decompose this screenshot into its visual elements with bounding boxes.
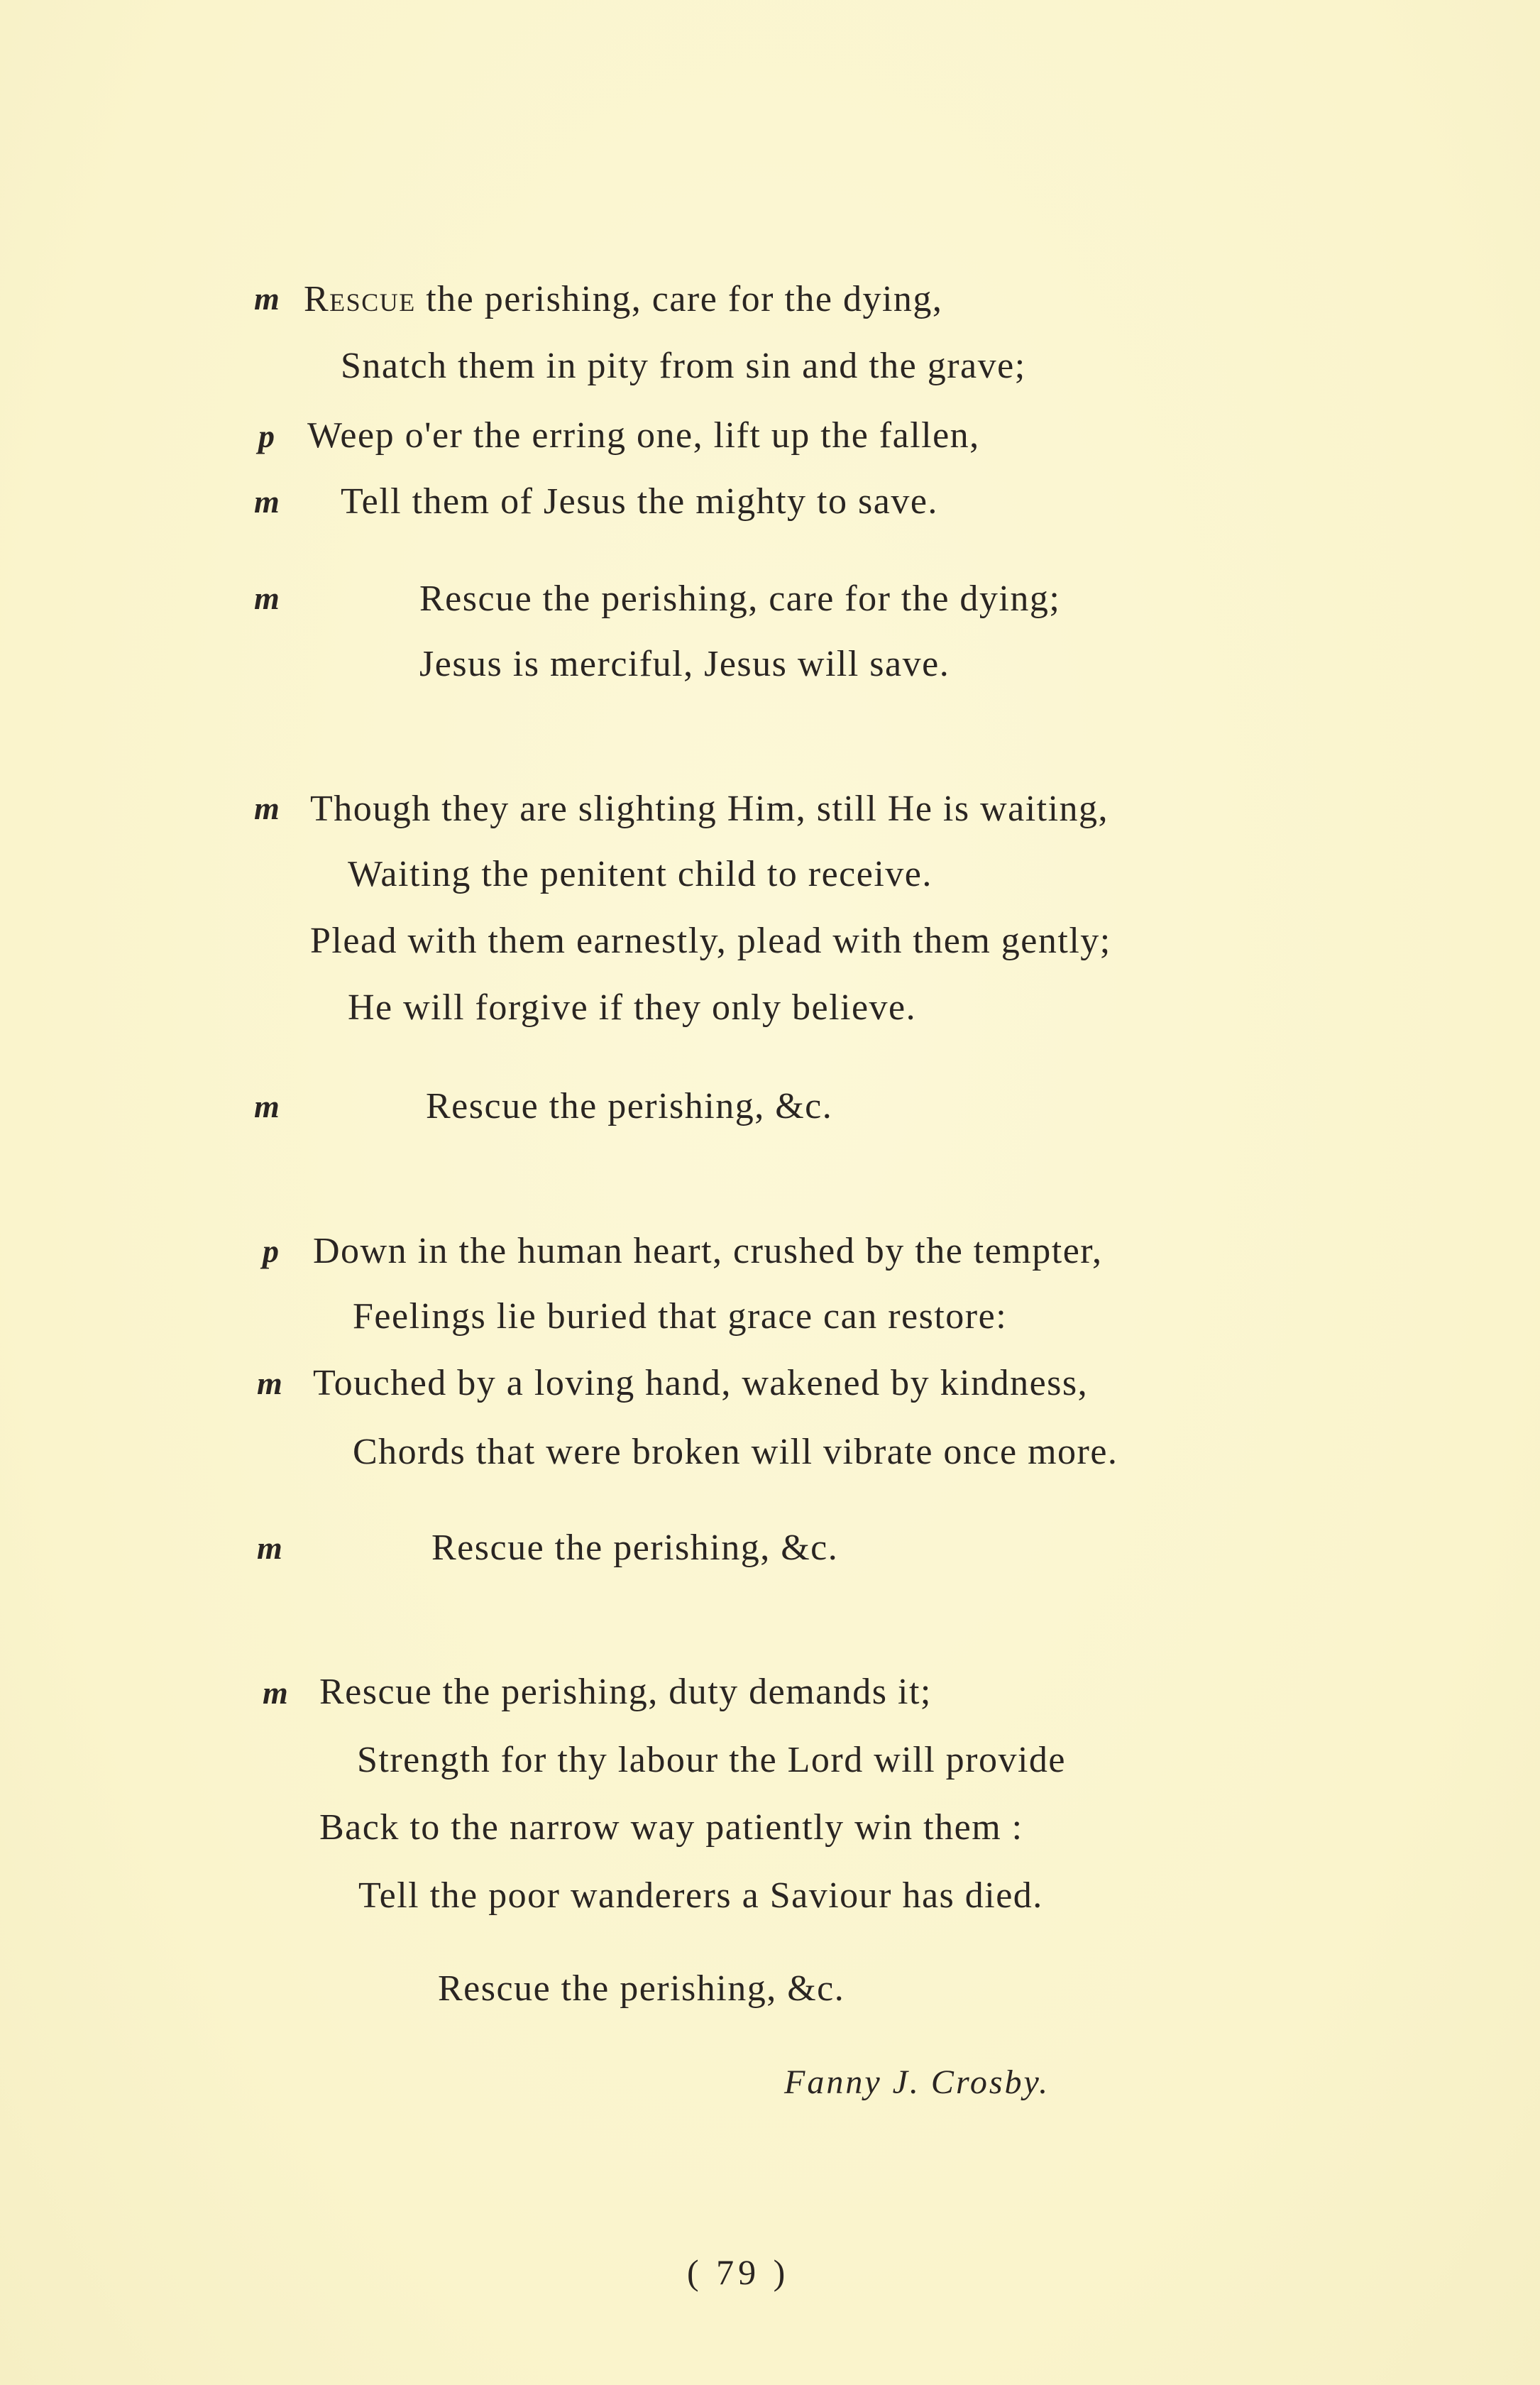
- refrain-line: Rescue the perishing, &c.: [426, 1086, 833, 1126]
- refrain-line: Rescue the perishing, care for the dying;: [419, 579, 1061, 619]
- dynamic-mark: m: [254, 280, 280, 317]
- verse-line: Down in the human heart, crushed by the tempter,: [313, 1231, 1103, 1271]
- refrain-line: Rescue the perishing, &c.: [431, 1528, 839, 1568]
- verse-line: Snatch them in pity from sin and the grave;: [341, 346, 1026, 386]
- verse-line: Tell the poor wanderers a Saviour has died.: [358, 1875, 1043, 1916]
- verse-line: Strength for thy labour the Lord will provide: [357, 1740, 1066, 1780]
- verse-line: He will forgive if they only believe.: [348, 987, 917, 1028]
- verse-line: Tell them of Jesus the mighty to save.: [341, 481, 938, 522]
- dynamic-mark: m: [254, 790, 280, 826]
- dynamic-mark: p: [258, 418, 275, 454]
- verse-line: Back to the narrow way patiently win them :: [319, 1807, 1023, 1848]
- verse-line: [304, 281, 942, 318]
- verse-line: Waiting the penitent child to receive.: [348, 854, 933, 894]
- author-signature: Fanny J. Crosby.: [784, 2063, 1050, 2101]
- dynamic-mark: m: [257, 1530, 282, 1566]
- verse-line: Chords that were broken will vibrate once more.: [353, 1432, 1118, 1472]
- refrain-line: Jesus is merciful, Jesus will save.: [419, 644, 950, 684]
- verse-line: Feelings lie buried that grace can restore:: [353, 1296, 1008, 1337]
- dynamic-mark: m: [254, 483, 280, 520]
- line-text: the perishing, care for the dying,: [415, 279, 943, 319]
- page-number: ( 79 ): [687, 2252, 790, 2292]
- dynamic-mark: p: [263, 1233, 279, 1269]
- dynamic-mark: m: [254, 580, 280, 616]
- dynamic-mark: m: [257, 1365, 282, 1401]
- first-word: Rescue: [304, 279, 416, 319]
- verse-line: Plead with them earnestly, plead with them gently;: [310, 921, 1111, 961]
- refrain-line: Rescue the perishing, &c.: [438, 1968, 845, 2009]
- verse-line: Rescue the perishing, duty demands it;: [319, 1672, 932, 1712]
- dynamic-mark: m: [263, 1674, 288, 1711]
- verse-line: Though they are slighting Him, still He is waiting,: [310, 789, 1109, 829]
- verse-line: Touched by a loving hand, wakened by kindness,: [313, 1363, 1089, 1403]
- verse-line: Weep o'er the erring one, lift up the fallen,: [307, 415, 980, 456]
- dynamic-mark: m: [254, 1088, 280, 1124]
